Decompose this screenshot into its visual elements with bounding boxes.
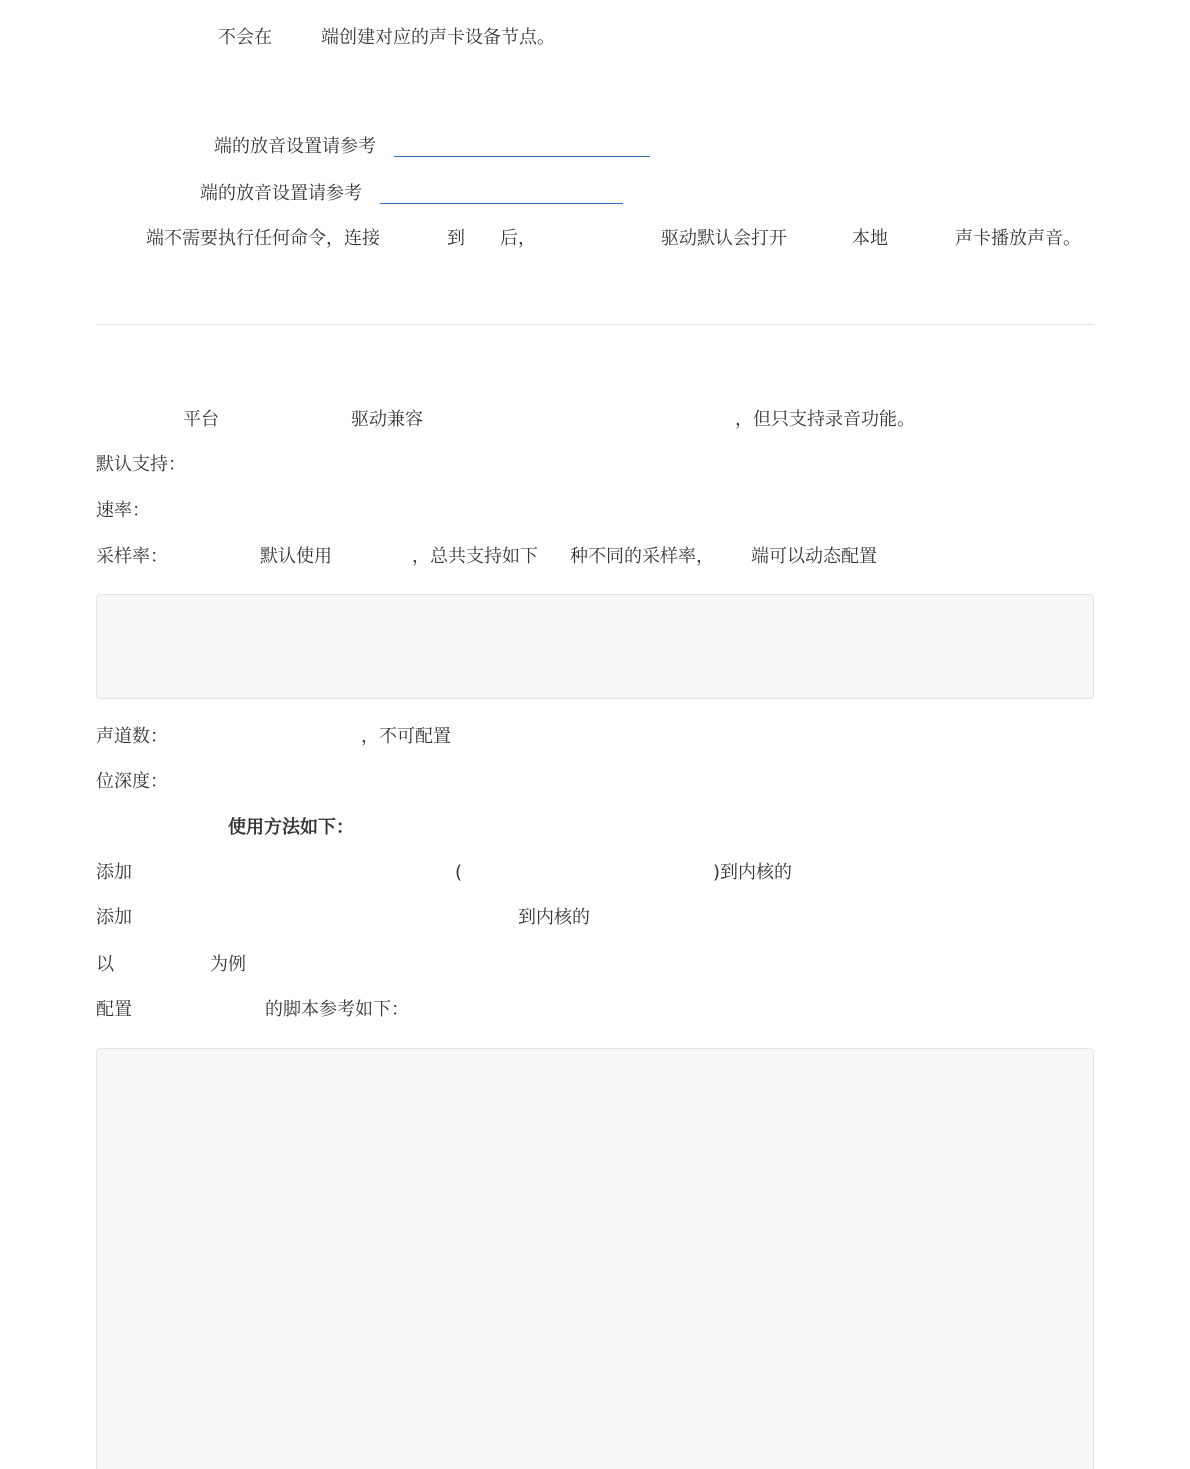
reference-text-2: 端的放音设置请参考 bbox=[200, 183, 362, 204]
sample-rate-part4: 端可以动态配置 bbox=[751, 546, 877, 567]
default-support-label: 默认支持： bbox=[96, 454, 186, 475]
line4-part4: 驱动默认会打开 bbox=[661, 228, 787, 249]
usage-heading: 使用方法如下： bbox=[228, 817, 354, 838]
section-divider bbox=[96, 324, 1094, 325]
intro-part1: 平台 bbox=[183, 409, 219, 430]
bit-depth-label: 位深度： bbox=[96, 771, 168, 792]
reference-link-1[interactable] bbox=[394, 156, 650, 157]
add1-part2: ( bbox=[455, 862, 463, 883]
add2-part1: 添加 bbox=[96, 907, 132, 928]
line4-part5: 本地 bbox=[852, 228, 888, 249]
example-part1: 以 bbox=[96, 954, 114, 975]
line1-part2: 端创建对应的声卡设备节点。 bbox=[321, 27, 555, 48]
channels-label: 声道数： bbox=[96, 726, 168, 747]
line4-part1: 端不需要执行任何命令，连接 bbox=[146, 228, 380, 249]
add1-part1: 添加 bbox=[96, 862, 132, 883]
config-part1: 配置 bbox=[96, 999, 132, 1020]
example-part2: 为例 bbox=[210, 954, 246, 975]
line4-part6: 声卡播放声音。 bbox=[955, 228, 1081, 249]
reference-text-1: 端的放音设置请参考 bbox=[214, 136, 376, 157]
channels-part1: ，不可配置 bbox=[361, 726, 451, 747]
sample-rate-label: 采样率： bbox=[96, 546, 168, 567]
line1-part1: 不会在 bbox=[218, 27, 272, 48]
sample-rate-part1: 默认使用 bbox=[260, 546, 332, 567]
code-block-sample-rates bbox=[96, 594, 1094, 699]
add2-part2: 到内核的 bbox=[518, 907, 590, 928]
intro-part2: 驱动兼容 bbox=[351, 409, 423, 430]
reference-link-2[interactable] bbox=[380, 203, 623, 204]
intro-part3: ，但只支持录音功能。 bbox=[735, 409, 915, 430]
config-part2: 的脚本参考如下： bbox=[265, 999, 409, 1020]
line4-part3: 后， bbox=[500, 228, 536, 249]
code-block-config-script bbox=[96, 1048, 1094, 1469]
add1-part3: )到内核的 bbox=[713, 862, 793, 883]
sample-rate-part3: 种不同的采样率， bbox=[570, 546, 714, 567]
rate-label: 速率： bbox=[96, 500, 150, 521]
sample-rate-part2: ，总共支持如下 bbox=[412, 546, 538, 567]
line4-part2: 到 bbox=[447, 228, 465, 249]
